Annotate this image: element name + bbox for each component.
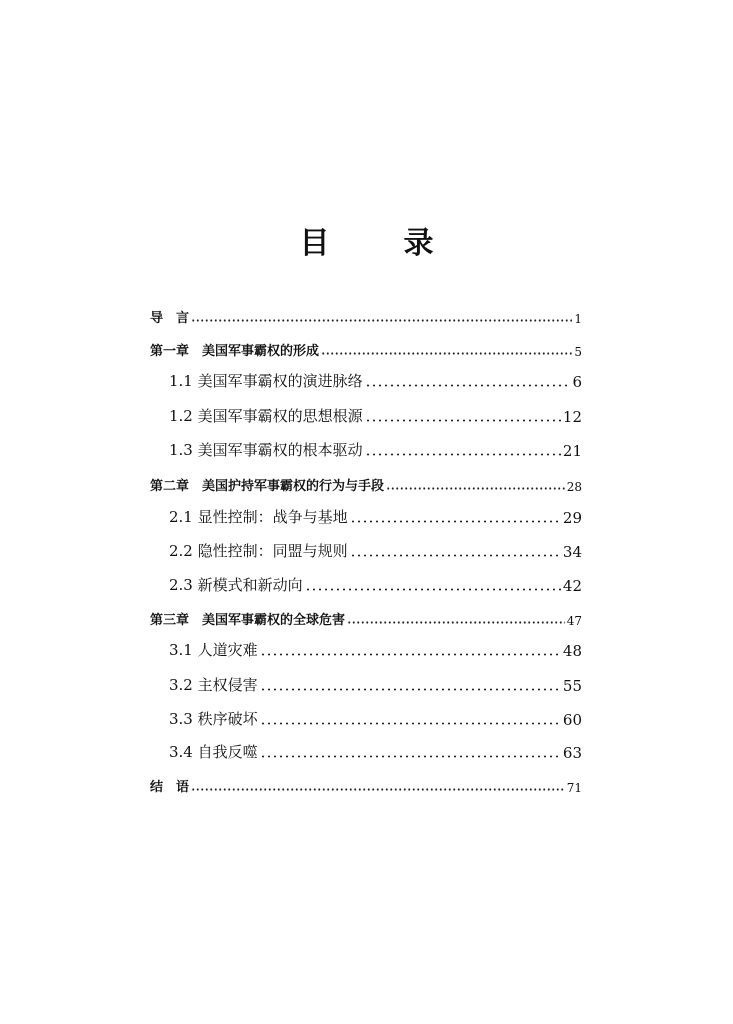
toc-entry-page: 28 <box>566 480 582 494</box>
dot-leader <box>350 554 561 557</box>
dot-leader <box>365 453 561 456</box>
toc-entry-label: 结 语 <box>150 780 190 795</box>
toc-entry-section-3-2[interactable] <box>150 673 582 695</box>
dot-leader <box>365 419 561 422</box>
dot-leader <box>305 588 561 591</box>
dot-leader <box>350 520 561 523</box>
toc-entry-label: 1.3 美国军事霸权的根本驱动 <box>169 441 363 459</box>
toc-entry-chapter-2[interactable] <box>150 472 582 494</box>
toc-entry-section-3-1[interactable] <box>150 638 582 660</box>
toc-entry-label: 2.3 新模式和新动向 <box>169 576 303 594</box>
toc-entry-conclusion[interactable] <box>150 773 582 795</box>
toc-entry-label: 导 言 <box>150 311 190 326</box>
toc-entry-page: 29 <box>562 509 582 527</box>
dot-leader <box>347 621 565 624</box>
dot-leader <box>191 788 565 791</box>
dot-leader <box>191 319 572 322</box>
toc-entry-section-1-1[interactable] <box>150 369 582 391</box>
toc-entry-page: 42 <box>562 577 582 595</box>
dot-leader <box>260 688 561 691</box>
toc-entry-label: 第二章 美国护持军事霸权的行为与手段 <box>150 479 385 494</box>
dot-leader <box>260 722 561 725</box>
toc-entry-section-2-1[interactable] <box>150 505 582 527</box>
toc-entry-section-1-3[interactable] <box>150 438 582 460</box>
toc-entry-page: 71 <box>566 781 582 795</box>
toc-entry-section-3-4[interactable] <box>150 740 582 762</box>
toc-entry-page: 5 <box>574 345 582 359</box>
dot-leader <box>260 755 561 758</box>
toc-entry-page: 47 <box>566 614 582 628</box>
toc-entry-label: 1.2 美国军事霸权的思想根源 <box>169 407 363 425</box>
toc-entry-page: 12 <box>562 408 582 426</box>
page-title: 目 录 <box>299 226 456 261</box>
toc-entry-label: 1.1 美国军事霸权的演进脉络 <box>169 372 363 390</box>
toc-entry-section-1-2[interactable] <box>150 404 582 426</box>
dot-leader <box>386 487 565 490</box>
toc-entry-label: 3.3 秩序破坏 <box>169 710 258 728</box>
toc-entry-chapter-1[interactable] <box>150 337 582 359</box>
toc-entry-label: 3.4 自我反噬 <box>169 743 258 761</box>
toc-entry-page: 1 <box>574 312 582 326</box>
toc-entry-page: 6 <box>572 373 582 391</box>
toc-entry-page: 63 <box>562 744 582 762</box>
dot-leader <box>260 653 561 656</box>
toc-entry-page: 34 <box>562 543 582 561</box>
toc-entry-section-2-3[interactable] <box>150 573 582 595</box>
toc-entry-page: 55 <box>562 677 582 695</box>
dot-leader <box>365 384 571 387</box>
toc-entry-label: 3.2 主权侵害 <box>169 676 258 694</box>
toc-entry-label: 2.1 显性控制：战争与基地 <box>169 508 348 526</box>
toc-entry-section-3-3[interactable] <box>150 707 582 729</box>
toc-entry-section-2-2[interactable] <box>150 539 582 561</box>
toc-entry-label: 第一章 美国军事霸权的形成 <box>150 344 320 359</box>
toc-entry-page: 48 <box>562 642 582 660</box>
toc-entry-chapter-3[interactable] <box>150 606 582 628</box>
toc-entry-page: 21 <box>562 442 582 460</box>
toc-entry-page: 60 <box>562 711 582 729</box>
toc-entry-label: 3.1 人道灾难 <box>169 641 258 659</box>
toc-entry-introduction[interactable] <box>150 304 582 326</box>
dot-leader <box>321 352 572 355</box>
toc-entry-label: 第三章 美国军事霸权的全球危害 <box>150 613 346 628</box>
toc-entry-label: 2.2 隐性控制：同盟与规则 <box>169 542 348 560</box>
